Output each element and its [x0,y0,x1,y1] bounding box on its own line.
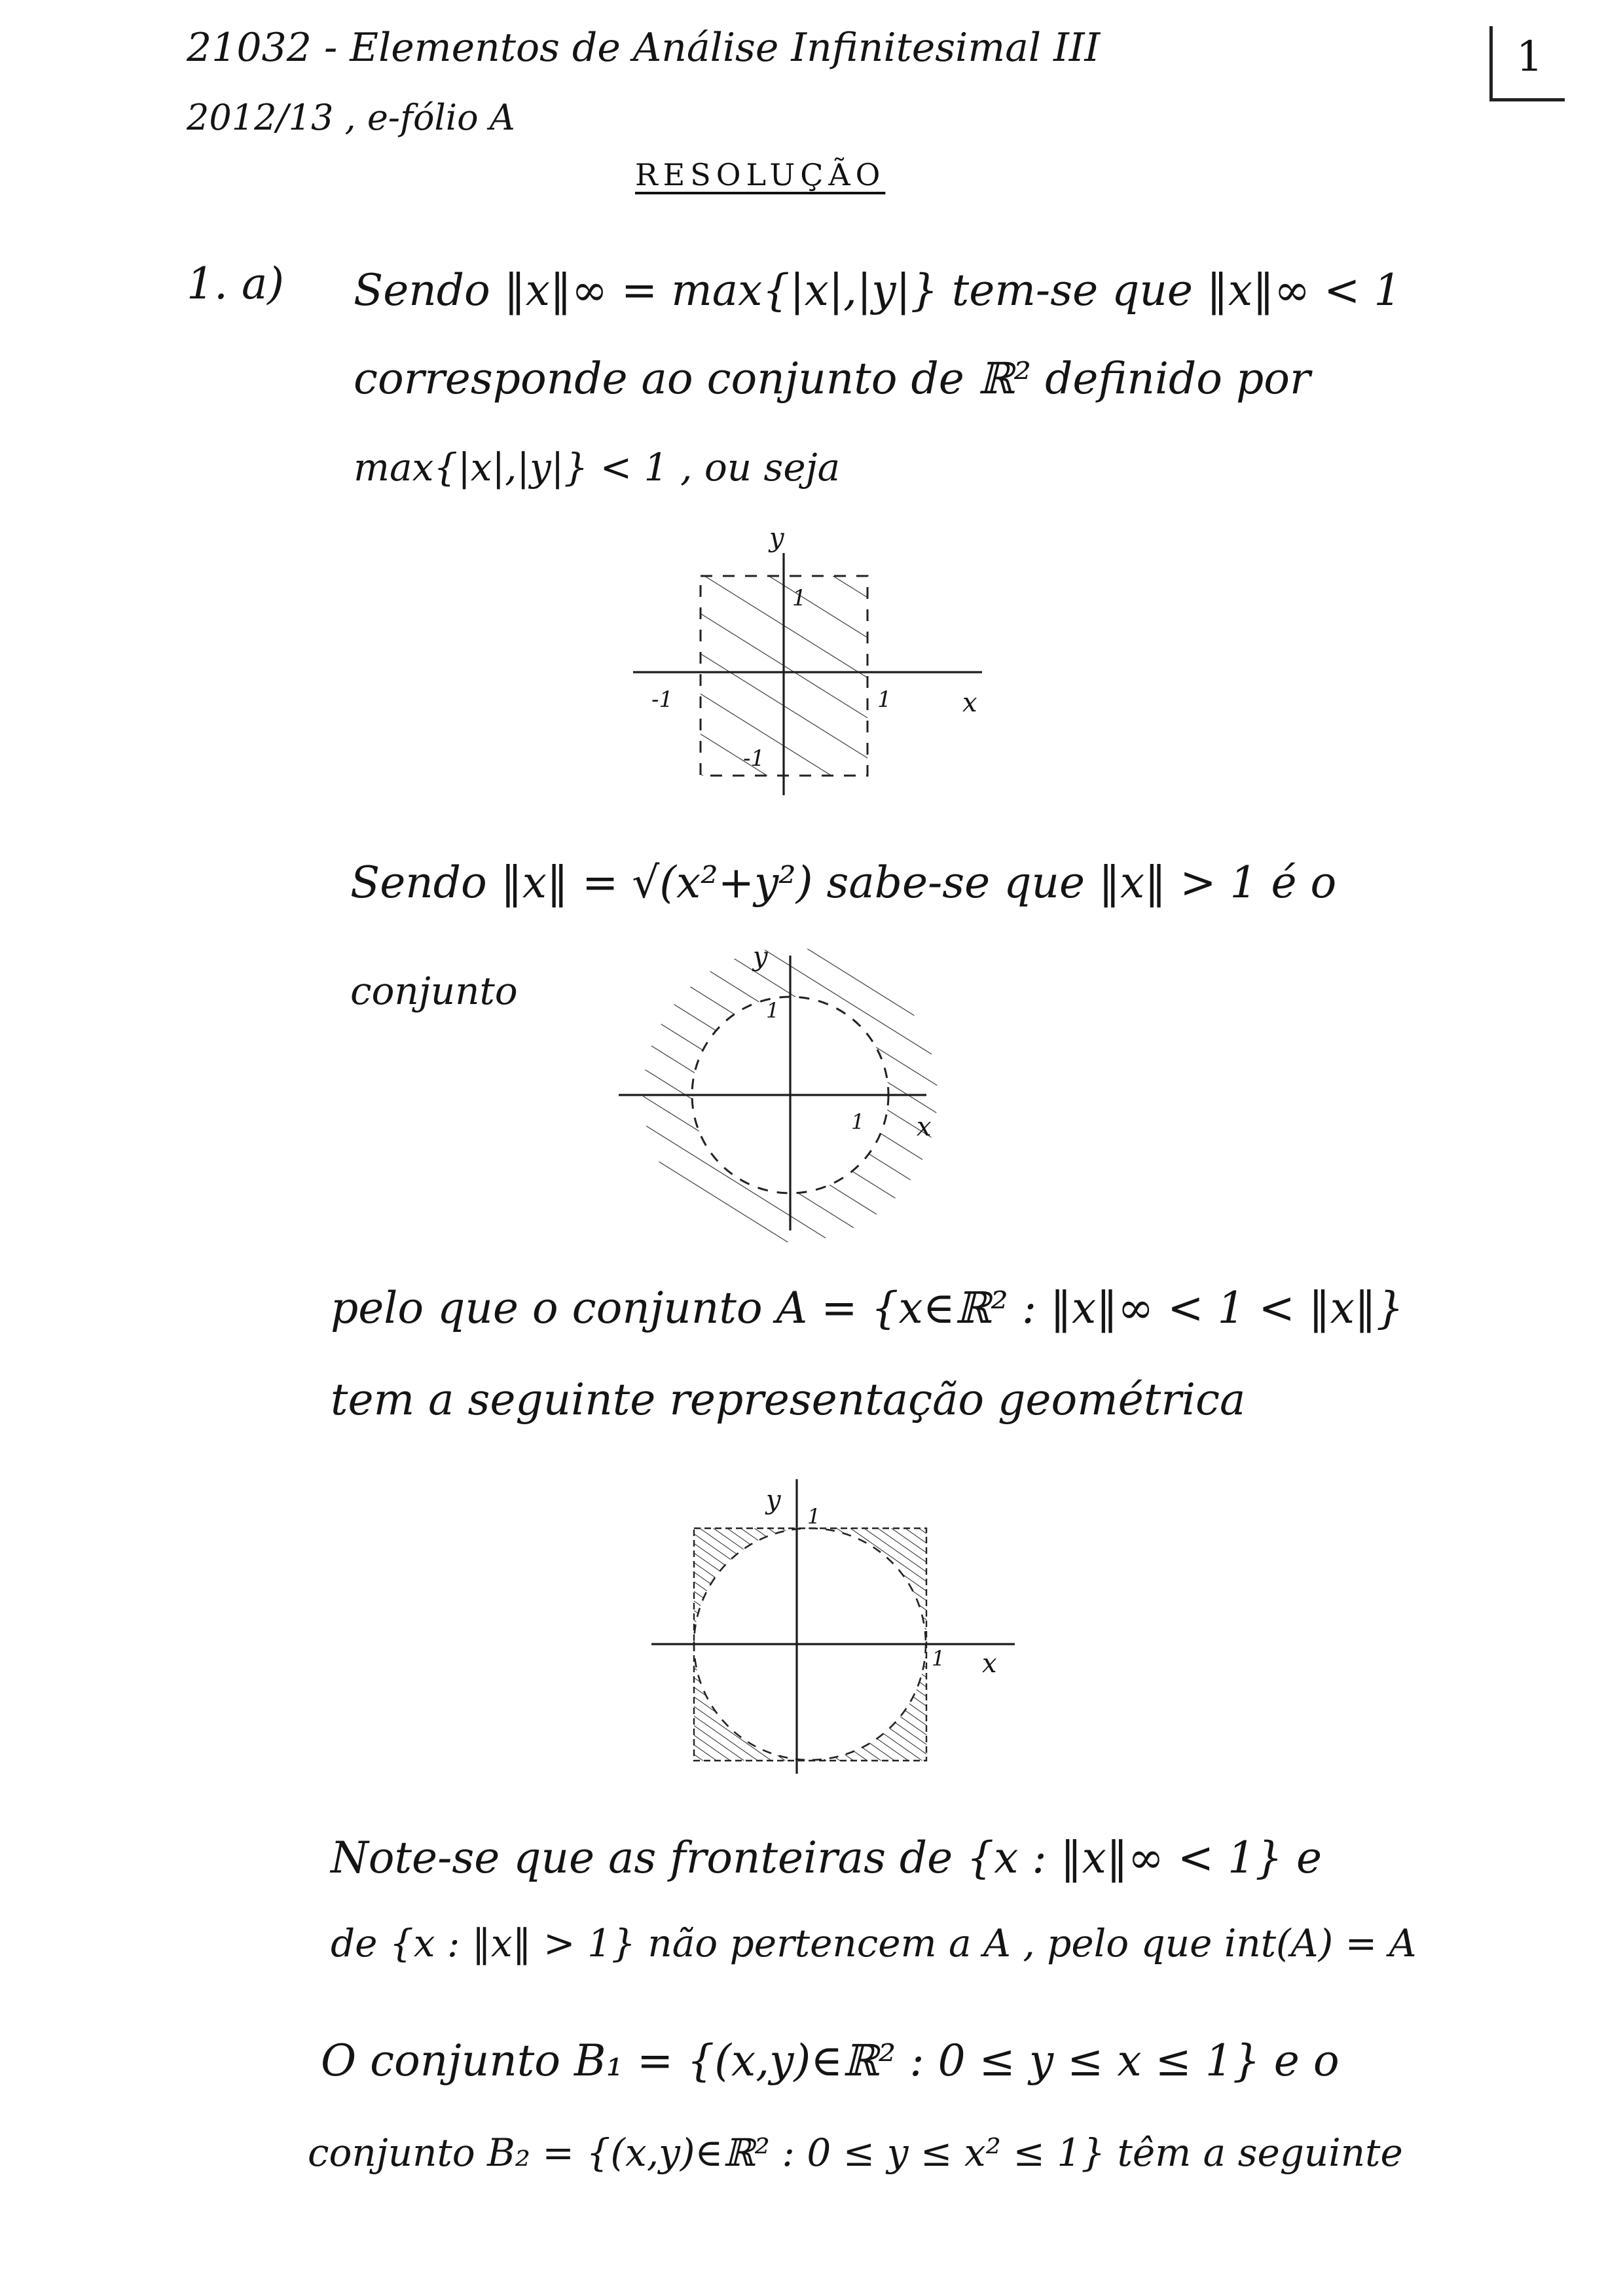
course-title: 21032 - Elementos de Análise Infinitesimal III [187,25,1101,71]
y-axis-label: y [753,942,768,972]
paragraph-2-line-2: conjunto [350,969,518,1013]
x-axis-label: x [962,688,977,718]
set-a-diagram [651,1466,1018,1780]
academic-year: 2012/13 , e-fólio A [187,97,515,138]
paragraph-1-line-1: Sendo ‖x‖∞ = max{|x|,|y|} tem-se que ‖x‖∞ < 1 [354,265,1402,315]
page-number: 1 [1516,33,1543,81]
question-label: 1. a) [187,259,285,309]
y-axis-label: y [769,523,784,553]
shaded-exterior-region [619,942,972,1257]
page-heading: RESOLUÇÃO [635,157,886,192]
tick-y-neg-1: -1 [743,745,765,772]
paragraph-5-line-2: conjunto B₂ = {(x,y)∈ℝ² : 0 ≤ y ≤ x² ≤ 1} têm a seguinte [308,2130,1403,2175]
paragraph-4-line-2: de {x : ‖x‖ > 1} não pertencem a A , pelo que int(A) = A [331,1921,1417,1965]
paragraph-5-line-1: O conjunto B₁ = {(x,y)∈ℝ² : 0 ≤ y ≤ x ≤ 1} e o [321,2036,1340,2086]
x-axis-label: x [982,1649,997,1679]
paragraph-1-line-2: corresponde ao conjunto de ℝ² definido por [354,353,1311,404]
x-axis-label: x [917,1112,932,1142]
tick-x-1: 1 [877,687,892,713]
tick-y-1: 1 [792,585,807,611]
square-diagram [625,523,992,815]
paragraph-2-line-1: Sendo ‖x‖ = √(x²+y²) sabe-se que ‖x‖ > 1 é o [350,857,1337,908]
tick-x-1: 1 [932,1646,945,1671]
y-axis-label: y [766,1485,781,1515]
tick-x-1: 1 [851,1109,865,1134]
tick-y-1: 1 [807,1504,821,1529]
paragraph-1-line-3: max{|x|,|y|} < 1 , ou seja [354,445,841,490]
outside-circle-diagram [619,942,972,1257]
tick-x-neg-1: -1 [651,687,674,713]
page-number-box [1489,26,1565,101]
paragraph-3-line-1: pelo que o conjunto A = {x∈ℝ² : ‖x‖∞ < 1 < ‖x‖} [331,1283,1404,1333]
tick-y-1: 1 [766,998,780,1023]
paragraph-3-line-2: tem a seguinte representação geométrica [331,1374,1246,1425]
paragraph-4-line-1: Note-se que as fronteiras de {x : ‖x‖∞ < 1} e [331,1833,1322,1883]
